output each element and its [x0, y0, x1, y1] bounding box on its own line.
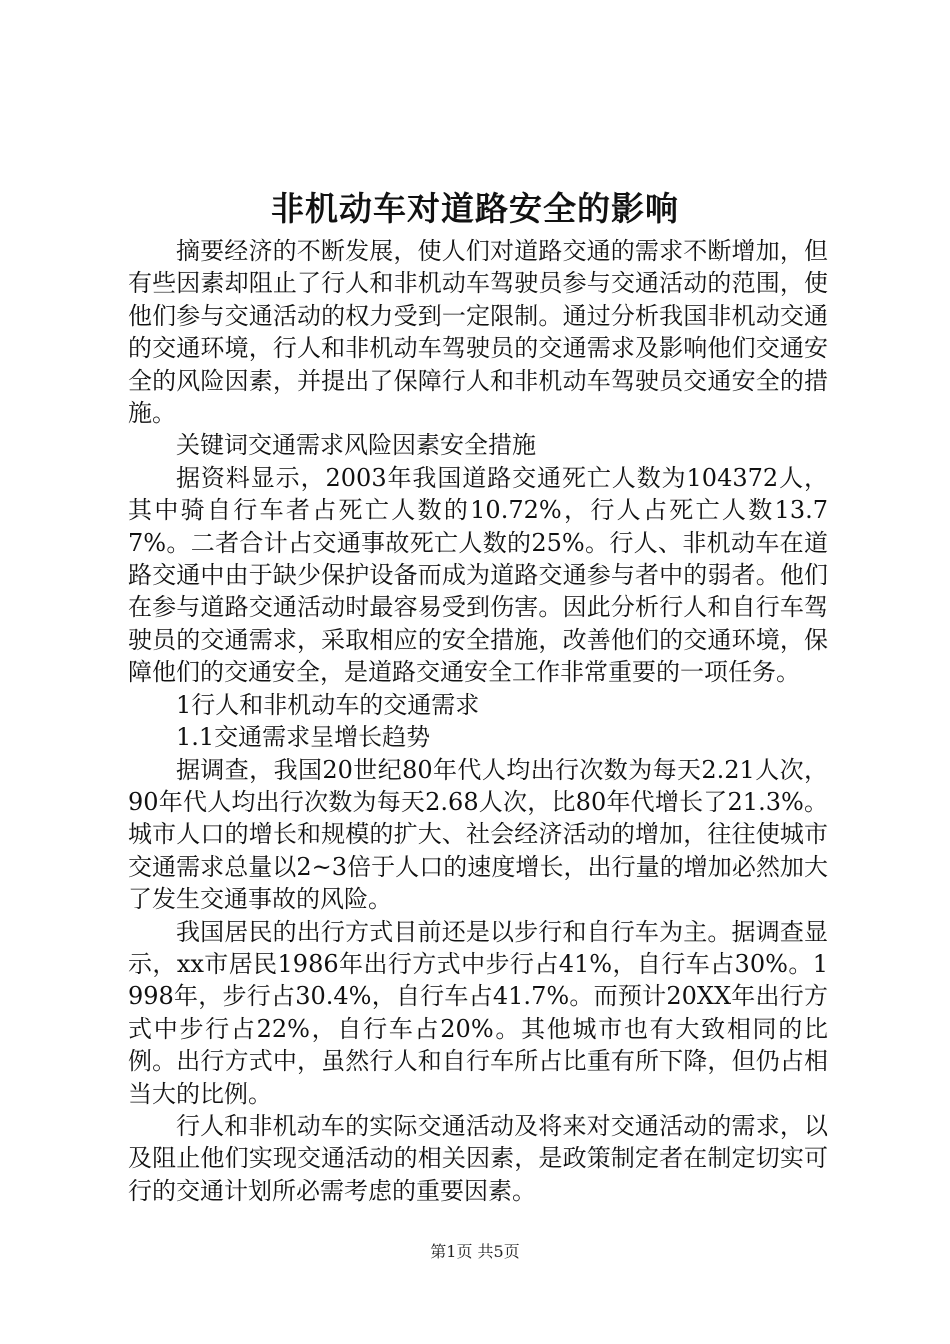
abstract-paragraph: 摘要经济的不断发展，使人们对道路交通的需求不断增加，但有些因素却阻止了行人和非机动车驾驶员参与交通活动的范围，使他们参与交通活动的权力受到一定限制。通过分析我国非机动交通的交通环境，行人和非机动车驾驶员的交通需求及影响他们交通安全的风险因素，并提出了保障行人和非机动车驾驶员交通安全的措施。	[128, 237, 828, 428]
page-number-footer: 第1页 共5页	[430, 1242, 520, 1261]
keywords-paragraph: 关键词交通需求风险因素安全措施	[176, 431, 536, 460]
body-paragraph: 据调查，我国20世纪80年代人均出行次数为每天2.21人次，90年代人均出行次数为每天2.68人次，比80年代增长了21.3%。城市人口的增长和规模的扩大、社会经济活动的增加，往往使城市交通需求总量以2~3倍于人口的速度增长，出行量的增加必然加大了发生交通事故的风险。	[128, 755, 828, 914]
body-paragraph: 行人和非机动车的实际交通活动及将来对交通活动的需求，以及阻止他们实现交通活动的相关因素，是政策制定者在制定切实可行的交通计划所必需考虑的重要因素。	[128, 1111, 828, 1205]
page-title: 非机动车对道路安全的影响	[271, 189, 679, 228]
intro-paragraph: 据资料显示，2003年我国道路交通死亡人数为104372人，其中骑自行车者占死亡人数的10.72%，行人占死亡人数13.77%。二者合计占交通事故死亡人数的25%。行人、非机动车在道路交通中由于缺少保护设备而成为道路交通参与者中的弱者。他们在参与道路交通活动时最容易受到伤害。因此分析行人和自行车驾驶员的交通需求，采取相应的安全措施，改善他们的交通环境，保障他们的交通安全，是道路交通安全工作非常重要的一项任务。	[128, 463, 828, 687]
body-paragraph: 我国居民的出行方式目前还是以步行和自行车为主。据调查显示，xx市居民1986年出行方式中步行占41%，自行车占30%。1998年，步行占30.4%，自行车占41.7%。而预计20XX年出行方式中步行占22%，自行车占20%。其他城市也有大致相同的比例。出行方式中，虽然行人和自行车所占比重有所下降，但仍占相当大的比例。	[128, 917, 828, 1108]
subsection-heading: 1.1交通需求呈增长趋势	[176, 723, 431, 752]
section-heading: 1行人和非机动车的交通需求	[176, 690, 480, 719]
document-body	[128, 235, 828, 1207]
